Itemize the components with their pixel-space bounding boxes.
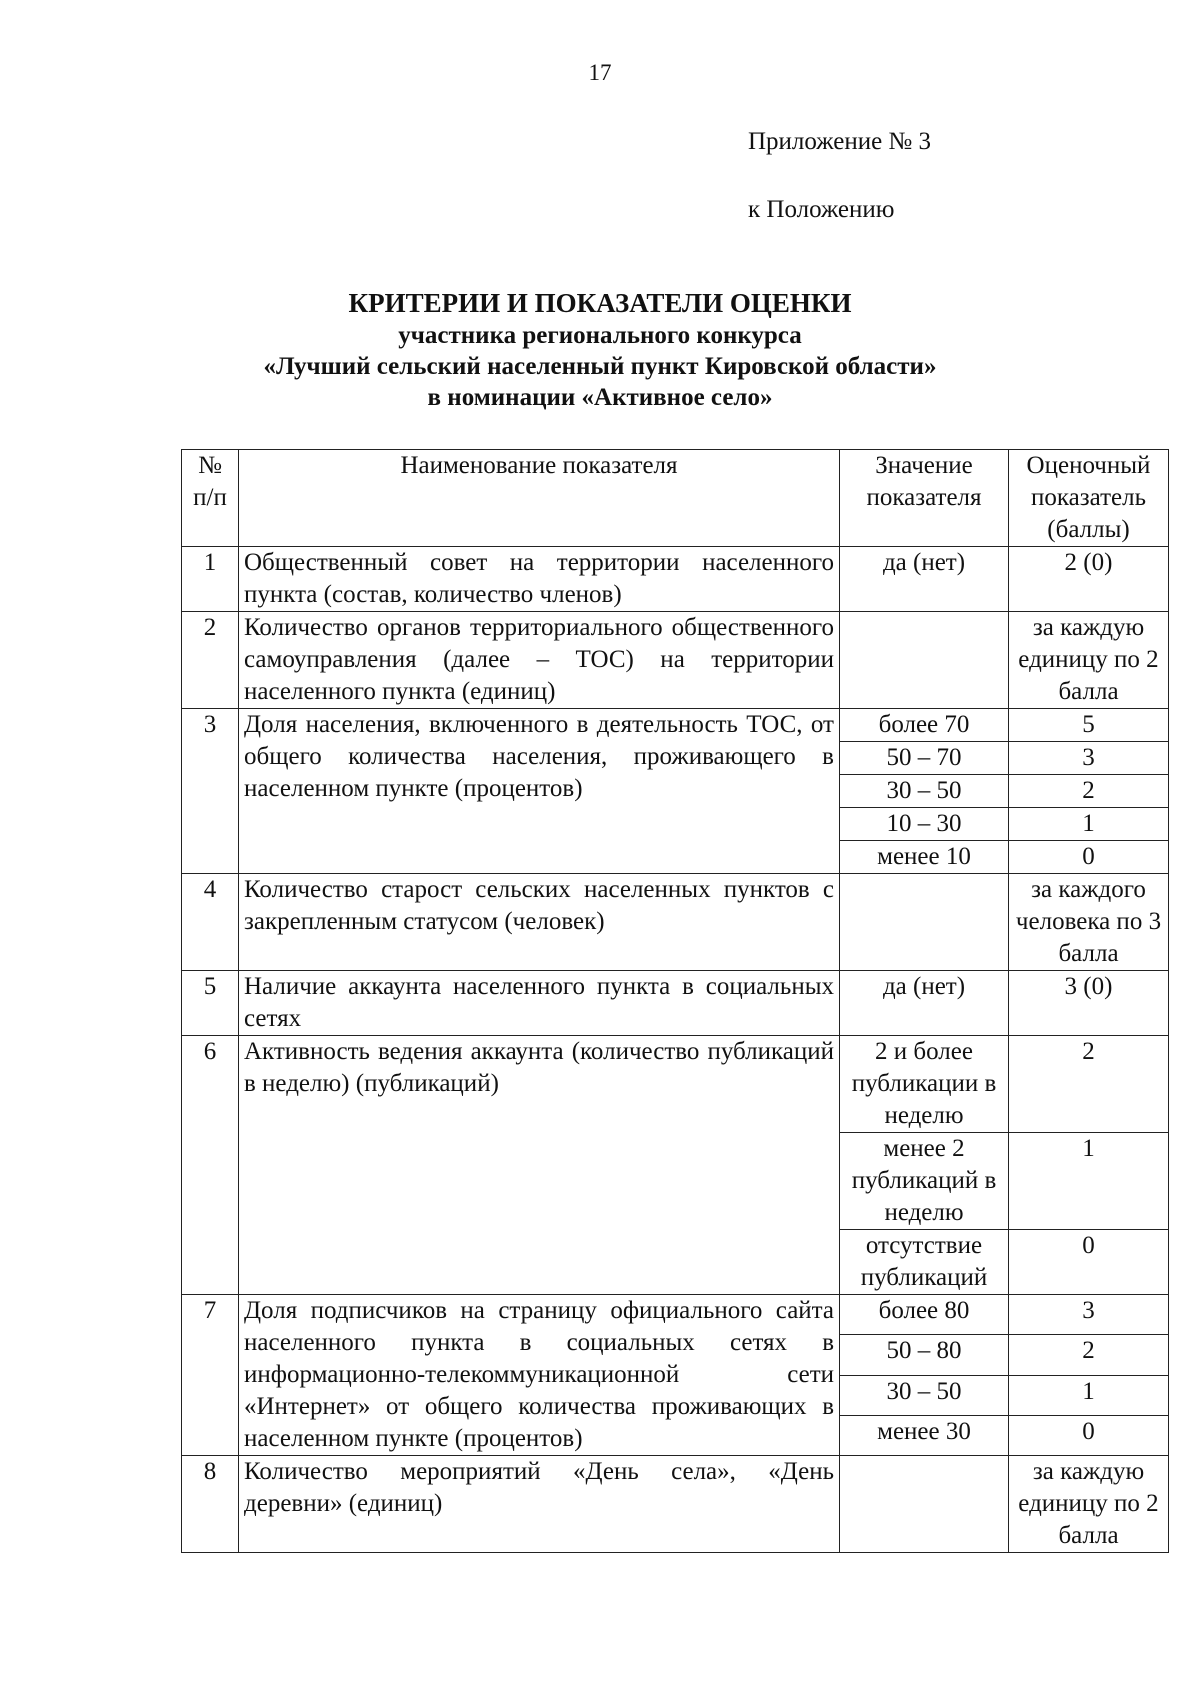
row-value: да (нет)	[840, 547, 1009, 612]
header-value	[840, 450, 1009, 547]
row-value: 30 – 50	[840, 1375, 1009, 1415]
annex-label: Приложение № 3	[748, 128, 932, 155]
row-score: 3 (0)	[1009, 971, 1169, 1036]
table-row	[182, 612, 1169, 709]
row-value: менее 10	[840, 841, 1009, 874]
table-header-row	[182, 450, 1169, 547]
row-name: Количество мероприятий «День села», «День деревни» (единиц)	[239, 1456, 840, 1553]
table-row	[182, 1295, 1169, 1335]
row-name: Доля населения, включенного в деятельность ТОС, от общего количества населения, проживающего в населенном пункте (процентов)	[239, 709, 840, 874]
row-value	[840, 1456, 1009, 1553]
row-score: 2	[1009, 1036, 1169, 1133]
header-score	[1009, 450, 1169, 547]
row-score: за каждую единицу по 2 балла	[1009, 612, 1169, 709]
row-value: менее 2 публикаций в неделю	[840, 1133, 1009, 1230]
row-name: Количество старост сельских населенных пунктов с закрепленным статусом (человек)	[239, 874, 840, 971]
row-value: да (нет)	[840, 971, 1009, 1036]
row-score: 1	[1009, 1375, 1169, 1415]
row-value: 50 – 80	[840, 1335, 1009, 1375]
row-score: 3	[1009, 1295, 1169, 1335]
row-name: Общественный совет на территории населенного пункта (состав, количество членов)	[239, 547, 840, 612]
title-main: КРИТЕРИИ И ПОКАЗАТЕЛИ ОЦЕНКИ	[348, 288, 852, 318]
row-value	[840, 874, 1009, 971]
table-row	[182, 1036, 1169, 1133]
row-number: 8	[182, 1456, 239, 1553]
row-value: более 80	[840, 1295, 1009, 1335]
row-score: 3	[1009, 742, 1169, 775]
title-line-4: в номинации «Активное село»	[427, 384, 773, 411]
table-row	[182, 547, 1169, 612]
row-score: 2	[1009, 1335, 1169, 1375]
row-score: за каждого человека по 3 балла	[1009, 874, 1169, 971]
table-row	[182, 1456, 1169, 1553]
row-value: 10 – 30	[840, 808, 1009, 841]
row-score: 2 (0)	[1009, 547, 1169, 612]
row-score: 1	[1009, 1133, 1169, 1230]
annex-reference: к Положению	[748, 196, 895, 223]
row-number: 3	[182, 709, 239, 874]
row-name: Наличие аккаунта населенного пункта в социальных сетях	[239, 971, 840, 1036]
row-number: 1	[182, 547, 239, 612]
header-score-line3: (баллы)	[1047, 516, 1130, 543]
row-score: 5	[1009, 709, 1169, 742]
row-score: за каждую единицу по 2 балла	[1009, 1456, 1169, 1553]
header-number-line1: №	[198, 452, 222, 479]
table-row	[182, 874, 1169, 971]
row-value: 50 – 70	[840, 742, 1009, 775]
table-row	[182, 709, 1169, 742]
row-score: 0	[1009, 1415, 1169, 1455]
title-line-2: участника регионального конкурса	[398, 322, 802, 349]
title-line-3: «Лучший сельский населенный пункт Кировской области»	[263, 353, 937, 380]
row-value: 30 – 50	[840, 775, 1009, 808]
header-name	[239, 450, 840, 547]
row-value: 2 и более публикации в неделю	[840, 1036, 1009, 1133]
header-number	[182, 450, 239, 547]
row-number: 2	[182, 612, 239, 709]
row-score: 0	[1009, 841, 1169, 874]
row-value	[840, 612, 1009, 709]
row-value: менее 30	[840, 1415, 1009, 1455]
row-score: 2	[1009, 775, 1169, 808]
document-title	[0, 286, 1200, 413]
criteria-table	[181, 449, 1169, 1553]
row-name: Активность ведения аккаунта (количество публикаций в неделю) (публикаций)	[239, 1036, 840, 1295]
row-name: Количество органов территориального общественного самоуправления (далее – ТОС) на территории населенного пункта (единиц)	[239, 612, 840, 709]
row-score: 1	[1009, 808, 1169, 841]
row-number: 4	[182, 874, 239, 971]
row-number: 7	[182, 1295, 239, 1456]
header-number-line2: п/п	[193, 484, 227, 511]
row-score: 0	[1009, 1230, 1169, 1295]
page-number: 17	[588, 60, 612, 85]
table-row	[182, 971, 1169, 1036]
header-value-line1: Значение	[875, 452, 973, 479]
header-score-line1: Оценочный	[1026, 452, 1151, 479]
row-name: Доля подписчиков на страницу официального сайта населенного пункта в социальных сетях в информационно-телекоммуникационной сети «Интернет» от общего количества проживающих в населенном пункте (процентов)	[239, 1295, 840, 1456]
header-score-line2: показатель	[1031, 484, 1146, 511]
row-number: 5	[182, 971, 239, 1036]
header-value-line2: показателя	[866, 484, 982, 511]
row-number: 6	[182, 1036, 239, 1295]
row-value: отсутствие публикаций	[840, 1230, 1009, 1295]
row-value: более 70	[840, 709, 1009, 742]
header-name-text: Наименование показателя	[400, 452, 678, 479]
